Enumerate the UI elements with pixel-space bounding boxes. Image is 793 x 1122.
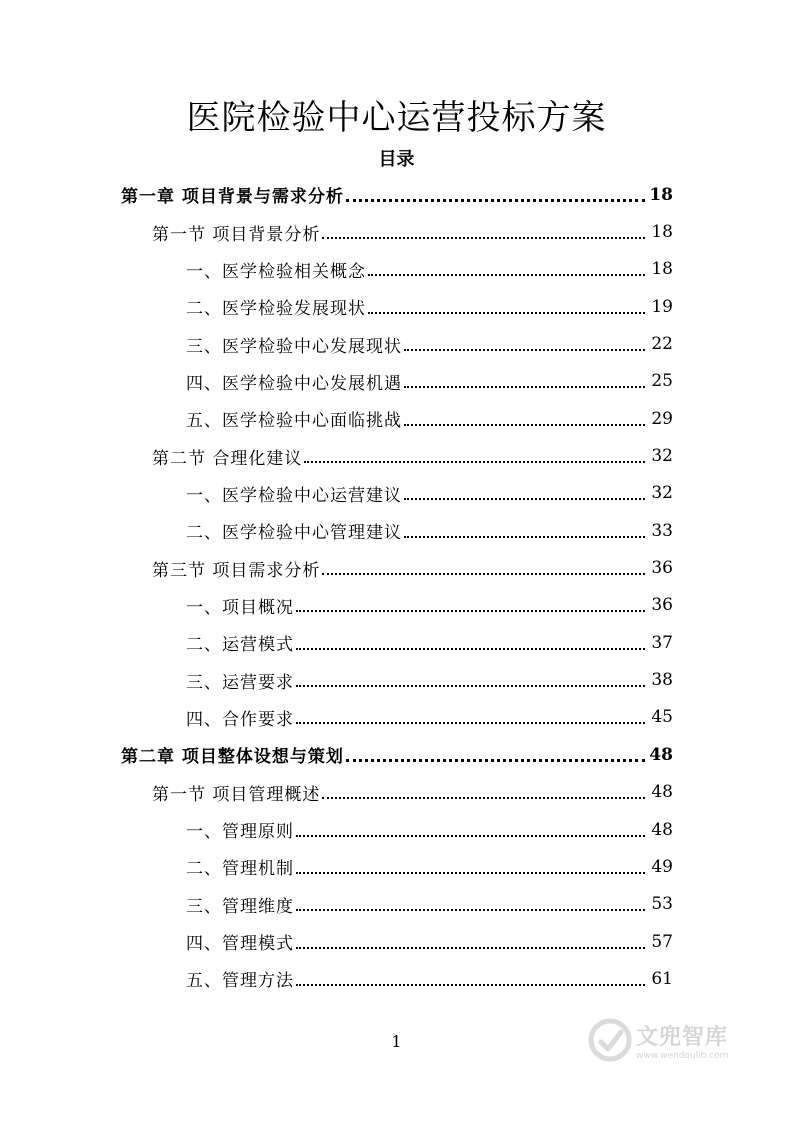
toc-entry-text: 二、医学检验发展现状 [186, 299, 366, 320]
toc-entry-item[interactable] [0, 661, 793, 698]
toc-leader-dots [296, 722, 645, 724]
toc-entry-item[interactable] [0, 363, 793, 400]
toc-entry-page: 33 [651, 520, 673, 541]
toc-entry-chapter[interactable] [0, 176, 793, 213]
toc-entry-text: 第一节 项目背景分析 [152, 224, 321, 245]
toc-entry-page: 48 [651, 782, 673, 803]
toc-leader-dots [296, 872, 645, 874]
toc-entry-page: 32 [651, 483, 673, 504]
toc-entry-item[interactable] [0, 886, 793, 923]
toc-entry-text: 三、管理维度 [186, 896, 294, 917]
toc-leader-dots [404, 386, 645, 388]
toc-leader-dots [296, 648, 645, 650]
toc-entry-item[interactable] [0, 512, 793, 549]
toc-entry-item[interactable] [0, 960, 793, 997]
wendou-logo-icon [588, 1018, 632, 1062]
toc-entry-page: 45 [651, 707, 673, 728]
watermark-name: 文兜智库 [636, 1024, 729, 1050]
toc-entry-item[interactable] [0, 811, 793, 848]
toc-entry-section[interactable] [0, 437, 793, 474]
watermark-text [636, 1020, 728, 1061]
toc-leader-dots [322, 573, 645, 575]
toc-entry-page: 48 [649, 744, 673, 765]
toc-leader-dots [296, 685, 645, 687]
toc-entry-page: 36 [651, 595, 673, 616]
toc-leader-dots [404, 349, 645, 351]
toc-entry-section[interactable] [0, 549, 793, 586]
toc-entry-page: 57 [651, 931, 673, 952]
toc-leader-dots [368, 274, 645, 276]
watermark-url: www.wendoulib.com [636, 1050, 729, 1061]
toc-leader-dots [296, 984, 645, 986]
toc-entry-item[interactable] [0, 587, 793, 624]
toc-entry-item[interactable] [0, 848, 793, 885]
toc-entry-item[interactable] [0, 400, 793, 437]
toc-entry-text: 一、医学检验中心运营建议 [186, 485, 402, 506]
toc-leader-dots [322, 797, 645, 799]
toc-entry-text: 第三节 项目需求分析 [152, 560, 321, 581]
toc-entry-text: 三、运营要求 [186, 672, 294, 693]
toc-entry-page: 37 [651, 632, 673, 653]
toc-entry-page: 53 [651, 894, 673, 915]
toc-entry-text: 二、管理机制 [186, 859, 294, 880]
document-title: 医院检验中心运营投标方案 [186, 98, 607, 138]
toc-entry-page: 38 [651, 670, 673, 691]
toc-entry-page: 48 [651, 819, 673, 840]
toc-leader-dots [404, 498, 645, 500]
toc-leader-dots [296, 947, 645, 949]
toc-entry-text: 四、医学检验中心发展机遇 [186, 373, 402, 394]
toc-leader-dots [322, 237, 645, 239]
toc-entry-page: 36 [651, 558, 673, 579]
toc-entry-text: 第一节 项目管理概述 [152, 784, 321, 805]
toc-entry-item[interactable] [0, 923, 793, 960]
table-of-contents [0, 176, 793, 998]
toc-entry-page: 29 [651, 408, 673, 429]
toc-entry-text: 五、医学检验中心面临挑战 [186, 411, 402, 432]
toc-leader-dots [296, 610, 645, 612]
toc-entry-page: 18 [651, 222, 673, 243]
toc-entry-page: 61 [651, 968, 673, 989]
toc-heading: 目录 [378, 149, 415, 170]
toc-leader-dots [368, 312, 645, 314]
toc-entry-text: 第二节 合理化建议 [152, 448, 303, 469]
page-number: 1 [391, 1032, 402, 1051]
toc-entry-text: 四、合作要求 [186, 709, 294, 730]
toc-entry-text: 第一章 项目背景与需求分析 [121, 187, 344, 208]
toc-entry-text: 四、管理模式 [186, 934, 294, 955]
toc-leader-dots [404, 424, 645, 426]
toc-entry-item[interactable] [0, 475, 793, 512]
toc-leader-dots [404, 536, 645, 538]
toc-entry-page: 18 [649, 184, 673, 205]
toc-entry-text: 三、医学检验中心发展现状 [186, 336, 402, 357]
toc-entry-page: 18 [651, 259, 673, 280]
toc-entry-section[interactable] [0, 213, 793, 250]
toc-entry-text: 一、项目概况 [186, 597, 294, 618]
toc-leader-dots [304, 461, 645, 463]
toc-entry-item[interactable] [0, 251, 793, 288]
toc-leader-dots [296, 835, 645, 837]
toc-leader-dots [346, 199, 645, 202]
toc-entry-page: 22 [651, 334, 673, 355]
toc-entry-page: 32 [651, 446, 673, 467]
toc-entry-text: 二、医学检验中心管理建议 [186, 523, 402, 544]
toc-entry-item[interactable] [0, 624, 793, 661]
toc-entry-text: 二、运营模式 [186, 635, 294, 656]
toc-entry-item[interactable] [0, 288, 793, 325]
toc-entry-text: 一、医学检验相关概念 [186, 261, 366, 282]
toc-entry-text: 第二章 项目整体设想与策划 [121, 747, 344, 768]
toc-entry-section[interactable] [0, 774, 793, 811]
toc-entry-item[interactable] [0, 325, 793, 362]
toc-leader-dots [346, 759, 645, 762]
toc-entry-text: 五、管理方法 [186, 971, 294, 992]
toc-leader-dots [296, 909, 645, 911]
toc-entry-page: 19 [651, 296, 673, 317]
toc-entry-page: 25 [651, 371, 673, 392]
toc-entry-text: 一、管理原则 [186, 822, 294, 843]
toc-entry-page: 49 [651, 856, 673, 877]
toc-entry-chapter[interactable] [0, 736, 793, 773]
watermark [588, 1018, 728, 1062]
toc-entry-item[interactable] [0, 699, 793, 736]
